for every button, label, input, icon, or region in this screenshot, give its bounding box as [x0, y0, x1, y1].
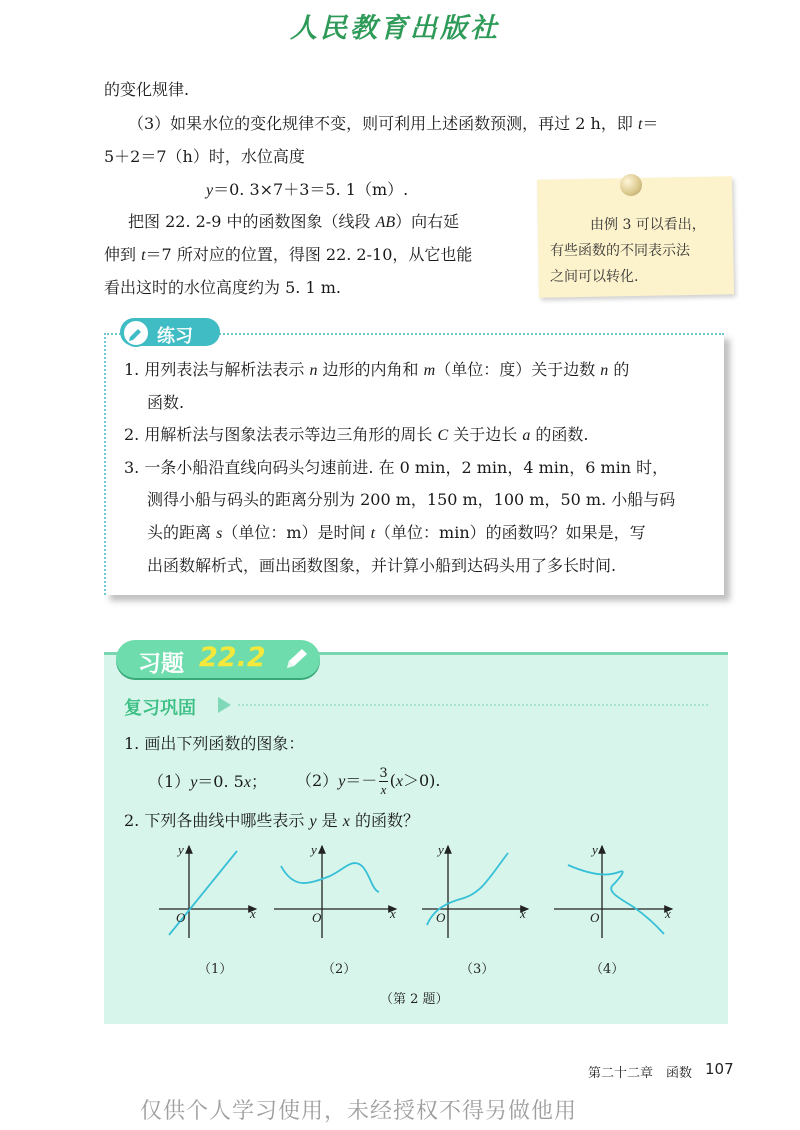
arrow-right-icon [218, 697, 231, 713]
variable-y: y [309, 813, 317, 830]
graph-1-axis-y: y [178, 842, 184, 857]
exercise-q1: 1. 画出下列函数的图象： [124, 734, 305, 753]
graph-1-caption: （1） [198, 962, 233, 977]
body-text-fragment: ）向右延 [395, 212, 460, 231]
text-fragment: 的函数？ [349, 811, 419, 830]
graph-2-caption: （2） [322, 962, 357, 977]
practice-q3-line1: 3. 一条小船沿直线向码头匀速前进. 在 0 min，2 min，4 min，6 min 时， [124, 458, 669, 477]
variable-n: n [309, 362, 318, 379]
pencil-icon [283, 646, 311, 676]
publisher-logo: 人民教育出版社 [290, 13, 500, 44]
exercise-title: 习题 [138, 651, 184, 677]
graph-3-axis-x: x [520, 906, 526, 921]
footer-chapter: 第二十二章 函数 [588, 1066, 693, 1081]
numerator: 3 [379, 766, 388, 781]
text-fragment: （单位：m）是时间 [222, 523, 371, 542]
pencil-icon [124, 321, 148, 345]
graph-4-axis-y: y [592, 842, 598, 857]
text-fragment: ( [389, 771, 396, 790]
fraction [379, 766, 387, 797]
practice-q3-line3 [147, 523, 646, 544]
part-label: （1） [148, 772, 191, 791]
text-fragment: 1. 用列表法与解析法表示 [124, 360, 310, 379]
body-text-fragment: （3）如果水位的变化规律不变，则可利用上述函数预测，再过 2 h，即 [128, 114, 638, 133]
graph-1 [159, 846, 256, 938]
practice-q3-line2: 测得小船与码头的距离分别为 200 m，150 m，100 m，50 m. 小船与码 [147, 490, 676, 509]
side-note-line-2: 有些函数的不同表示法 [550, 243, 690, 259]
variable-x: x [395, 773, 403, 790]
variable-y: y [338, 773, 346, 790]
text-fragment: 2. 用解析法与图象法表示等边三角形的周长 [124, 425, 438, 444]
graph-3-caption: （3） [460, 962, 495, 977]
text-fragment: （单位：min）的函数吗？如果是，写 [375, 523, 646, 542]
practice-q2 [124, 425, 589, 446]
text-fragment: ＝0. 5 [197, 772, 244, 791]
graph-4 [554, 846, 672, 938]
side-note-line-3: 之间可以转化. [550, 269, 639, 285]
body-text-fragment: ＝7 所对应的位置，得图 22. 2-10，从它也能 [145, 245, 473, 264]
curve-4 [568, 865, 664, 934]
text-fragment: 的 [608, 360, 630, 379]
variable-C: C [437, 427, 449, 444]
figure-caption: （第 2 题） [380, 992, 449, 1007]
paragraph-line-1 [128, 212, 459, 233]
exercise-q1-part1 [148, 772, 267, 793]
pencil-badge-icon [122, 319, 150, 347]
variable-t: t [370, 525, 376, 542]
body-text-fragment: 把图 22. 2-9 中的函数图象（线段 [128, 212, 376, 231]
variable-y: y [190, 774, 198, 791]
denominator: x [380, 782, 387, 797]
variable-s: s [216, 525, 223, 542]
variable-m: m [423, 362, 436, 379]
text-fragment: 边形的内角和 [317, 360, 424, 379]
graph-1-axis-x: x [250, 906, 256, 921]
graph-4-axis-x: x [665, 906, 671, 921]
graph-4-origin: O [590, 910, 600, 925]
body-text-fragment: ＝ [642, 114, 659, 133]
body-text-fragment: 伸到 [104, 245, 142, 264]
practice-title: 练习 [157, 326, 193, 347]
variable-x: x [243, 774, 251, 791]
practice-q1-line2: 函数. [147, 393, 185, 412]
exercise-q1-part2 [296, 763, 440, 800]
practice-q1-line1 [124, 360, 629, 381]
practice-q3-line4: 出函数解析式，画出函数图象，并计算小船到达码头用了多长时间. [147, 556, 617, 575]
graph-3-origin: O [436, 910, 446, 925]
graph-3-axis-y: y [438, 842, 444, 857]
graph-4-caption: （4） [590, 962, 625, 977]
variable-a: a [522, 427, 531, 444]
formula-rest: ＝0. 3×7＋3＝5. 1（m）. [213, 180, 409, 199]
graph-2-origin: O [312, 910, 322, 925]
text-fragment: ＝－ [345, 771, 378, 790]
body-line-3: 5＋2＝7（h）时，水位高度 [104, 147, 305, 166]
text-fragment: ； [250, 772, 267, 791]
graph-2-axis-x: x [390, 906, 396, 921]
paragraph-line-2 [104, 245, 472, 266]
part-label: （2） [296, 771, 339, 790]
watermark: 仅供个人学习使用，未经授权不得另做他用 [140, 1099, 578, 1124]
pin-icon [620, 174, 642, 196]
variable-t: t [141, 247, 146, 264]
text-fragment: （单位：度）关于边数 [435, 360, 601, 379]
side-note-line-1: 由例 3 可以看出， [590, 217, 706, 233]
body-line-2 [128, 114, 658, 135]
paragraph-line-3: 看出这时的水位高度约为 5. 1 m. [104, 278, 341, 297]
curve-2 [281, 863, 379, 892]
text-fragment: 的函数. [530, 425, 589, 444]
page-number: 107 [705, 1060, 734, 1078]
variable-y: y [206, 182, 214, 199]
variable-t: t [637, 116, 643, 133]
variable-n: n [600, 362, 609, 379]
graph-2 [274, 846, 396, 938]
text-fragment: 头的距离 [147, 523, 217, 542]
graph-1-origin: O [176, 910, 186, 925]
segment-AB: AB [375, 214, 396, 231]
review-heading: 复习巩固 [124, 698, 196, 719]
text-fragment: 关于边长 [448, 425, 523, 444]
exercise-q2 [124, 811, 419, 832]
body-line-1: 的变化规律. [104, 80, 190, 99]
graph-2-axis-y: y [311, 842, 317, 857]
text-fragment: 是 [316, 811, 343, 830]
dotted-divider [238, 704, 708, 706]
exercise-number: 22.2 [199, 642, 266, 673]
text-fragment: ＞0). [402, 771, 441, 790]
water-level-formula [206, 180, 408, 201]
text-fragment: 2. 下列各曲线中哪些表示 [124, 811, 310, 830]
variable-x: x [342, 813, 350, 830]
